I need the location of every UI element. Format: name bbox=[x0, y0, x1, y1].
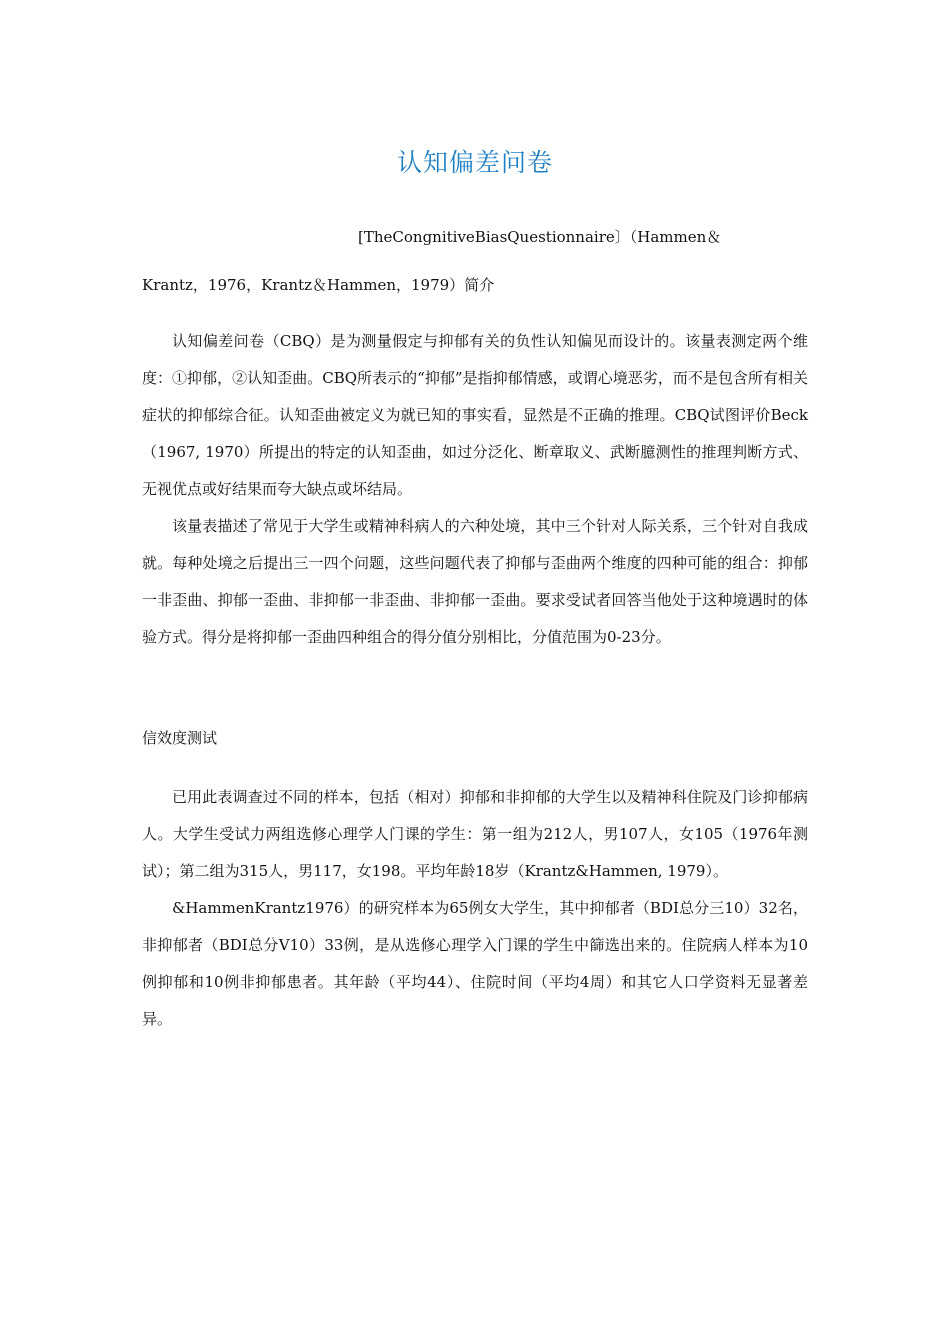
intro-paragraph-2: 该量表描述了常见于大学生或精神科病人的六种处境，其中三个针对人际关系，三个针对自我成就。每种处境之后提出三一四个问题，这些问题代表了抑郁与歪曲两个维度的四种可能的组合：抑郁一非歪曲、抑郁一歪曲、非抑郁一非歪曲、非抑郁一歪曲。要求受试者回答当他处于这种境遇时的体验方式。得分是将抑郁一歪曲四种组合的得分值分别相比，分值范围为0-23分。 bbox=[142, 517, 808, 646]
intro-paragraph-1: 认知偏差问卷（CBQ）是为测量假定与抑郁有关的负性认知偏见而设计的。该量表测定两个维度：①抑郁，②认知歪曲。CBQ所表示的“抑郁”是指抑郁情感，或谓心境恶劣，而不是包含所有相关症状的抑郁综合征。认知歪曲被定义为就已知的事实看，显然是不正确的推理。CBQ试图评价Beck（1967, 1970）所提出的特定的认知歪曲，如过分泛化、断章取义、武断臆测性的推理判断方式、无视优点或好结果而夸大缺点或坏结局。 bbox=[142, 332, 808, 498]
intro-section bbox=[142, 323, 808, 656]
subtitle-suffix: 简介 bbox=[464, 276, 495, 294]
subtitle-line-2-text: Krantz，1976，Krantz＆Hammen，1979） bbox=[142, 276, 465, 294]
validity-paragraph-1: 已用此表调查过不同的样本，包括（相对）抑郁和非抑郁的大学生以及精神科住院及门诊抑郁病人。大学生受试力两组选修心理学人门课的学生：第一组为212人，男107人，女105（1976年测试）；第二组为315人，男117，女198。平均年龄18岁（Krantz&Hammen, 1979）。 bbox=[142, 788, 808, 880]
subtitle-line-2 bbox=[142, 261, 808, 309]
subtitle-line-1: [TheCongnitiveBiasQuestionnaire〕（Hammen＆ bbox=[358, 228, 722, 246]
validity-paragraph-2: &HammenKrantz1976）的研究样本为65例女大学生，其中抑郁者（BDI总分三10）32名，非抑郁者（BDI总分V10）33例，是从选修心理学入门课的学生中篩选出来的。住院病人样本为10例抑郁和10例非抑郁患者。其年龄（平均44）、住院时间（平均4周）和其它人口学资料无显著差异。 bbox=[142, 899, 808, 1028]
document-subtitle bbox=[142, 213, 808, 309]
document-title: 认知偏差问卷 bbox=[396, 148, 553, 177]
section-heading-validity: 信效度测试 bbox=[142, 729, 218, 747]
validity-section bbox=[142, 779, 808, 1038]
